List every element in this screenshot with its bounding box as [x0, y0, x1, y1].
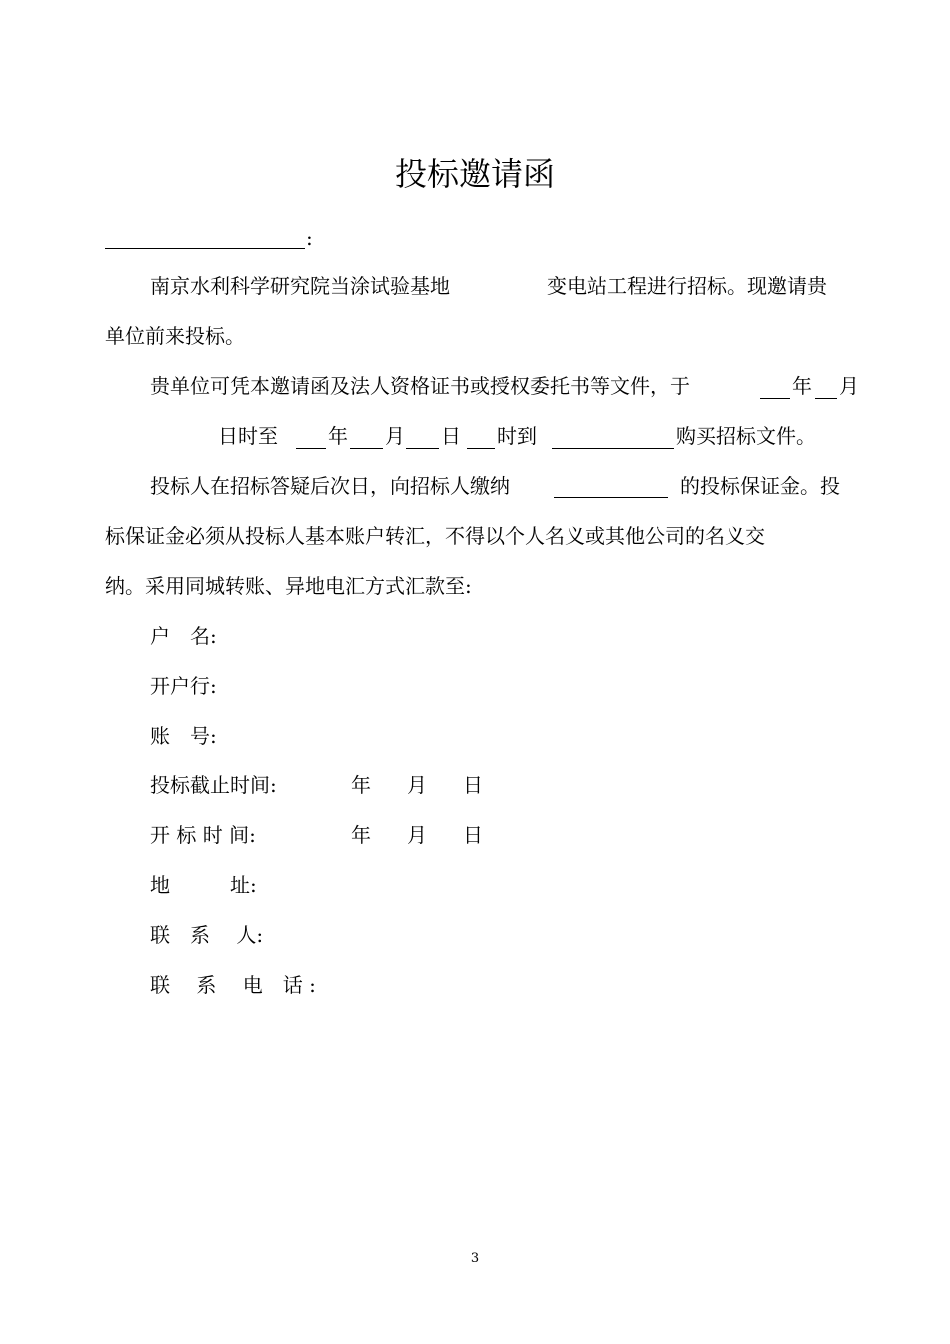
para2-day2: 日 [441, 424, 461, 448]
contact-label: 联 系 人: [150, 923, 264, 947]
para2-line1: 贵单位可凭本邀请函及法人资格证书或授权委托书等文件，于 [150, 374, 690, 398]
phone-label: 联 系 电 话 : [150, 973, 316, 997]
para2-year2: 年 [328, 424, 348, 448]
bank-label: 开户行: [150, 674, 217, 698]
para2-time2: 时到 [497, 424, 537, 448]
para1-line2: 单位前来投标。 [105, 324, 245, 348]
para1-line1a: 南京水利科学研究院当涂试验基地 [150, 274, 450, 298]
blank-deposit [554, 497, 668, 498]
account-name-label: 户 名: [150, 624, 217, 648]
blank-day-2 [406, 448, 439, 449]
deadline-day: 日 [463, 773, 483, 797]
opening-month: 月 [407, 823, 427, 847]
blank-year-2 [296, 448, 326, 449]
para2-year: 年 [792, 374, 812, 398]
page-number: 3 [470, 1251, 480, 1266]
deadline-label: 投标截止时间: [150, 773, 277, 797]
para2-month2: 月 [385, 424, 405, 448]
account-number-label: 账 号: [150, 724, 217, 748]
blank-month-2 [350, 448, 383, 449]
para2-line2-end: 购买招标文件。 [676, 424, 816, 448]
deadline-month: 月 [407, 773, 427, 797]
opening-year: 年 [351, 823, 371, 847]
blank-year-1 [760, 398, 790, 399]
para2-month: 月 [839, 374, 859, 398]
blank-hour-2 [467, 448, 495, 449]
salutation-colon: : [306, 226, 313, 250]
address-label: 地 址: [150, 873, 257, 897]
para1-line1b: 变电站工程进行招标。现邀请贵 [547, 274, 827, 298]
opening-day: 日 [463, 823, 483, 847]
deadline-year: 年 [351, 773, 371, 797]
para3-line1b: 的投标保证金。投 [680, 474, 840, 498]
blank-location [552, 448, 674, 449]
recipient-blank [105, 248, 305, 249]
para3-line2: 标保证金必须从投标人基本账户转汇，不得以个人名义或其他公司的名义交 [105, 524, 765, 548]
para3-line1a: 投标人在招标答疑后次日，向招标人缴纳 [150, 474, 510, 498]
para3-line3: 纳。采用同城转账、异地电汇方式汇款至: [105, 574, 472, 598]
page-title: 投标邀请函 [394, 155, 555, 193]
opening-label: 开 标 时 间: [150, 823, 256, 847]
para2-line2-start: 日时至 [218, 424, 278, 448]
blank-month-1 [815, 398, 837, 399]
